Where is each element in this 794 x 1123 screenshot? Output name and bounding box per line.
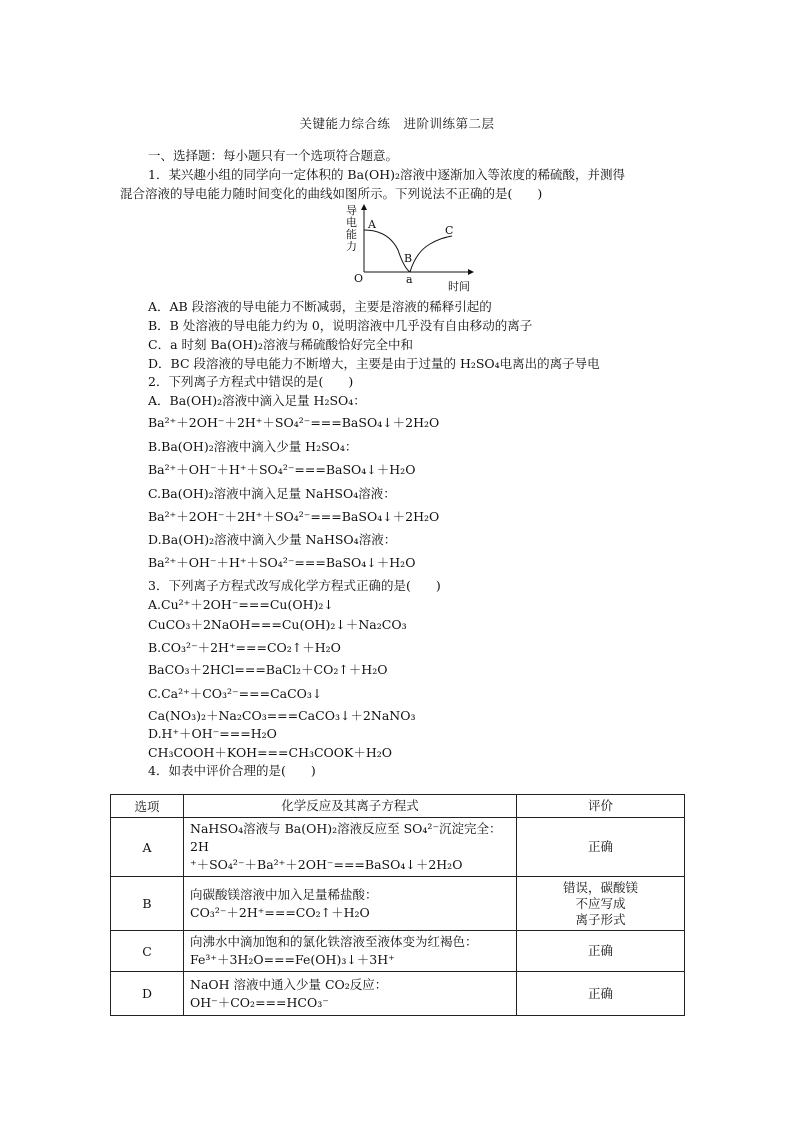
table-header-equation: 化学反应及其离子方程式 [184,795,517,818]
table-header-option: 选项 [111,795,184,818]
q2-line: Ba²⁺＋2OH⁻＋2H⁺＋SO₄²⁻===BaSO₄↓＋2H₂O [148,415,440,430]
table-cell-evaluation [517,972,685,1016]
graph-point-a-label: A [368,218,376,231]
table-cell-equation [184,972,517,1016]
table-row [111,931,685,972]
equation-line: NaHSO₄溶液与 Ba(OH)₂溶液反应至 SO₄²⁻沉淀完全：2H [190,821,502,854]
q2-line: C.Ba(OH)₂溶液中滴入足量 NaHSO₄溶液： [148,486,396,501]
table-header-evaluation: 评价 [517,795,685,818]
page-title: 关键能力综合练 进阶训练第二层 [299,116,495,131]
q2-line: Ba²⁺＋OH⁻＋H⁺＋SO₄²⁻===BaSO₄↓＋H₂O [148,462,416,477]
graph-point-b-label: B [404,252,413,265]
q2-line: Ba²⁺＋OH⁻＋H⁺＋SO₄²⁻===BaSO₄↓＋H₂O [148,555,416,570]
table-row [111,818,685,877]
table-cell-equation [184,931,517,972]
graph-ylabel-4: 力 [346,240,357,253]
q3-line: D.H⁺＋OH⁻===H₂O [148,726,277,741]
q3-line: CH₃COOH＋KOH===CH₃COOK＋H₂O [148,745,393,760]
equation-line: Fe³⁺＋3H₂O===Fe(OH)₃↓＋3H⁺ [190,952,395,967]
q1-option-a: A．AB 段溶液的导电能力不断减弱，主要是溶液的稀释引起的 [148,299,492,314]
table-cell-option: D [111,972,184,1016]
q3-line: Ca(NO₃)₂＋Na₂CO₃===CaCO₃↓＋2NaNO₃ [148,708,416,723]
evaluation-line: 错误，碳酸镁 [562,879,638,895]
table-cell-option: B [111,877,184,931]
equation-line: 向沸水中滴加饱和的氯化铁溶液至液体变为红褐色： [190,934,478,949]
table-cell-equation [184,818,517,877]
q3-line: A.Cu²⁺＋2OH⁻===Cu(OH)₂↓ [148,597,334,612]
table-cell-option: C [111,931,184,972]
evaluation-line: 正确 [587,985,613,1001]
q2-line: D.Ba(OH)₂溶液中滴入少量 NaHSO₄溶液： [148,532,397,547]
q2-stem: 2．下列离子方程式中错误的是( ) [148,374,354,389]
table-cell-evaluation [517,818,685,877]
equation-line: CO₃²⁻＋2H⁺===CO₂↑＋H₂O [190,904,370,920]
graph-tick-a-label: a [406,273,413,286]
table-cell-option: A [111,818,184,877]
q2-line: Ba²⁺＋2OH⁻＋2H⁺＋SO₄²⁻===BaSO₄↓＋2H₂O [148,509,440,524]
evaluation-table [110,794,685,1016]
q4-stem: 4．如表中评价合理的是( ) [148,763,316,778]
table-cell-evaluation [517,877,685,931]
equation-line: 向碳酸镁溶液中加入足量稀盐酸： [190,886,378,902]
graph-ylabel-3: 能 [346,228,357,241]
equation-line: OH⁻＋CO₂===HCO₃⁻ [190,994,329,1010]
evaluation-line: 正确 [587,943,613,958]
q3-line: CuCO₃＋2NaOH===Cu(OH)₂↓＋Na₂CO₃ [148,617,407,632]
equation-line: NaOH 溶液中通入少量 CO₂反应： [190,976,388,992]
graph-origin-label: O [354,272,364,285]
q2-line: B.Ba(OH)₂溶液中滴入少量 H₂SO₄： [148,439,358,454]
evaluation-line: 离子形式 [575,911,626,927]
conductivity-graph [338,202,478,292]
graph-ylabel-1: 导 [346,204,357,217]
q1-option-c: C．a 时刻 Ba(OH)₂溶液与稀硫酸恰好完全中和 [148,337,414,352]
evaluation-line: 正确 [587,839,613,854]
table-row [111,972,685,1016]
q3-line: B.CO₃²⁻＋2H⁺===CO₂↑＋H₂O [148,640,341,655]
q3-line: C.Ca²⁺＋CO₃²⁻===CaCO₃↓ [148,686,323,701]
q1-stem-line2: 混合溶液的导电能力随时间变化的曲线如图所示。下列说法不正确的是( ) [120,186,543,201]
table-cell-evaluation [517,931,685,972]
equation-line: ⁺＋SO₄²⁻＋Ba²⁺＋2OH⁻===BaSO₄↓＋2H₂O [190,857,463,872]
table-header-row [111,795,685,818]
q1-stem-line1: 1．某兴趣小组的同学向一定体积的 Ba(OH)₂溶液中逐渐加入等浓度的稀硫酸，并测得 [148,167,625,182]
q2-line: A．Ba(OH)₂溶液中滴入足量 H₂SO₄： [148,393,366,408]
graph-point-c-label: C [445,224,454,237]
q1-option-d: D．BC 段溶液的导电能力不断增大，主要是由于过量的 H₂SO₄电离出的离子导电 [148,356,600,371]
evaluation-line: 不应写成 [575,895,626,911]
section-heading: 一、选择题：每小题只有一个选项符合题意。 [148,148,399,163]
q3-line: BaCO₃＋2HCl===BaCl₂＋CO₂↑＋H₂O [148,662,388,677]
graph-xlabel: 时间 [448,280,470,292]
q1-option-b: B．B 处溶液的导电能力约为 0，说明溶液中几乎没有自由移动的离子 [148,318,533,333]
table-cell-equation [184,877,517,931]
q3-stem: 3．下列离子方程式改写成化学方程式正确的是( ) [148,578,441,593]
table-row [111,877,685,931]
graph-ylabel-2: 电 [346,216,357,229]
